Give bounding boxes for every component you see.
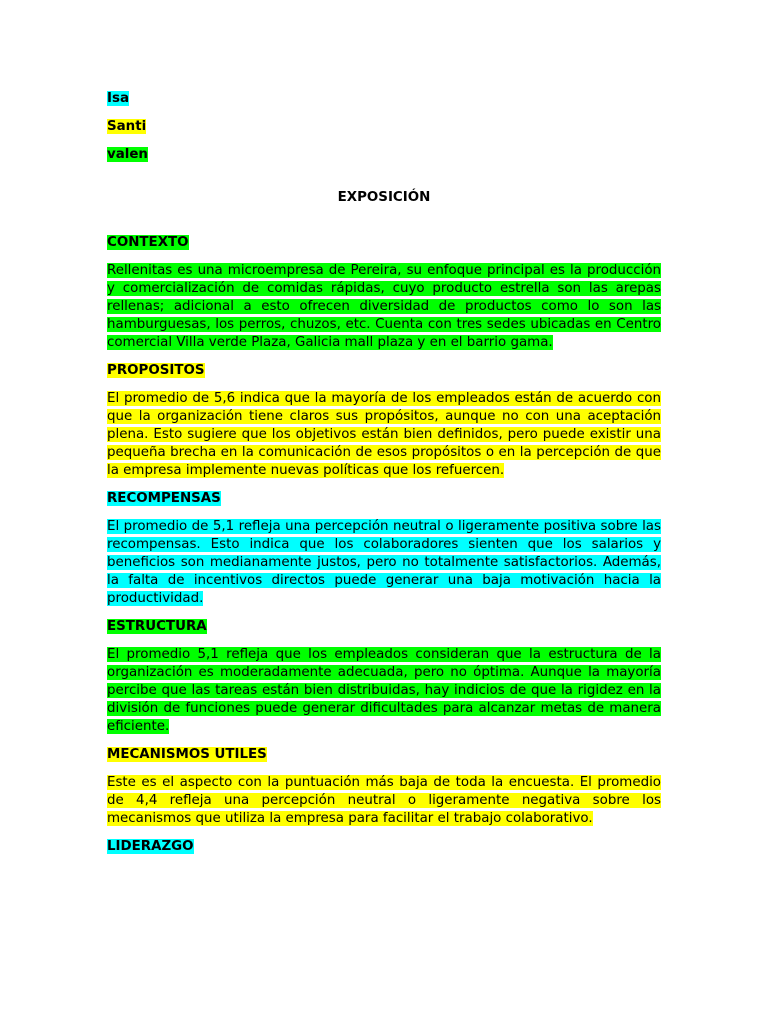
author-name-isa: Isa	[107, 91, 129, 106]
author-name-valen: valen	[107, 147, 148, 162]
section-body-contexto: Rellenitas es una microempresa de Pereira, su enfoque principal es la producción y comercialización de comidas rápidas, cuyo producto estrella son las arepas rellenas; adicional a esto ofrecen diversidad de productos como lo son las hamburguesas, los perros, chuzos, etc. Cuenta con tres sedes ubicadas en Centro comercial Villa verde Plaza, Galicia mall plaza y en el barrio gama.	[107, 263, 661, 350]
section-heading-estructura: ESTRUCTURA	[107, 619, 207, 634]
section-heading-recompensas: RECOMPENSAS	[107, 491, 221, 506]
document-body	[107, 90, 661, 866]
document-title: EXPOSICIÓN	[337, 190, 431, 205]
section-heading-mecanismos-utiles: MECANISMOS UTILES	[107, 747, 267, 762]
section-body-propositos: El promedio de 5,6 indica que la mayoría de los empleados están de acuerdo con que la organización tiene claros sus propósitos, aunque no con una aceptación plena. Esto sugiere que los objetivos están bien definidos, pero puede existir una pequeña brecha en la comunicación de esos propósitos o en la percepción de que la empresa implemente nuevas políticas que los refuercen.	[107, 391, 661, 478]
section-heading-propositos: PROPOSITOS	[107, 363, 205, 378]
section-heading-contexto: CONTEXTO	[107, 235, 189, 250]
section-body-estructura: El promedio 5,1 refleja que los empleados consideran que la estructura de la organización es moderadamente adecuada, pero no óptima. Aunque la mayoría percibe que las tareas están bien distribuidas, hay indicios de que la rigidez en la división de funciones puede generar dificultades para alcanzar metas de manera eficiente.	[107, 647, 661, 734]
section-body-recompensas: El promedio de 5,1 refleja una percepción neutral o ligeramente positiva sobre las recompensas. Esto indica que los colaboradores sienten que los salarios y beneficios son medianamente justos, pero no totalmente satisfactorios. Además, la falta de incentivos directos puede generar una baja motivación hacia la productividad.	[107, 519, 661, 606]
author-name-santi: Santi	[107, 119, 147, 134]
section-heading-liderazgo: LIDERAZGO	[107, 839, 194, 854]
section-body-mecanismos-utiles: Este es el aspecto con la puntuación más baja de toda la encuesta. El promedio de 4,4 refleja una percepción neutral o ligeramente negativa sobre los mecanismos que utiliza la empresa para facilitar el trabajo colaborativo.	[107, 775, 661, 826]
